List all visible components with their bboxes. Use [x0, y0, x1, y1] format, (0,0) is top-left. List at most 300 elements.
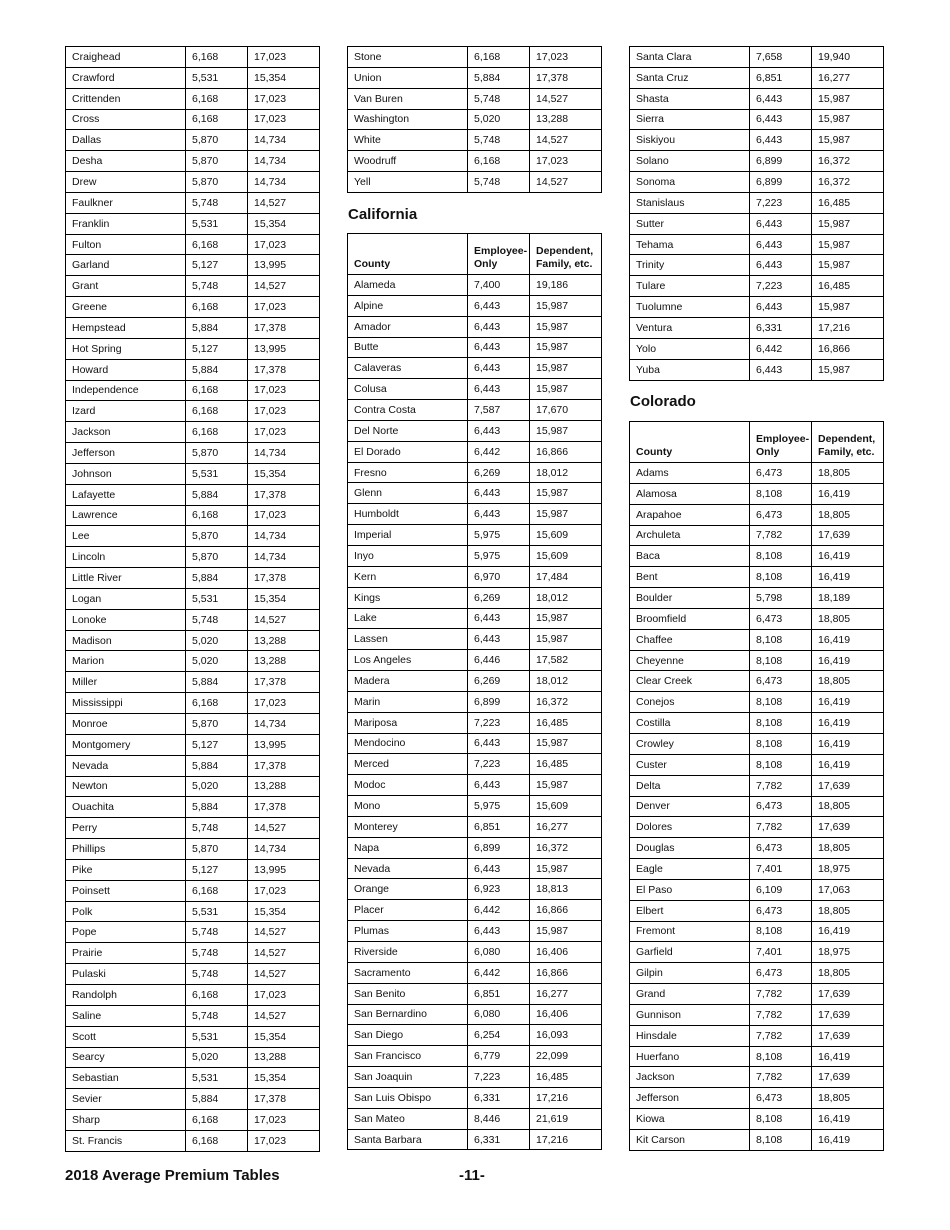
employee-only-cell: 6,168 — [186, 297, 248, 318]
header-county: County — [630, 422, 750, 463]
employee-only-cell: 8,108 — [750, 483, 812, 504]
county-cell: Perry — [66, 818, 186, 839]
table-row — [630, 838, 884, 859]
county-cell: Sierra — [630, 109, 750, 130]
employee-only-cell: 6,473 — [750, 671, 812, 692]
employee-only-cell: 5,884 — [186, 672, 248, 693]
table-row — [630, 463, 884, 484]
employee-only-cell: 8,108 — [750, 546, 812, 567]
dependent-cell: 16,485 — [530, 1067, 602, 1088]
dependent-cell: 17,023 — [248, 47, 320, 68]
county-cell: Fremont — [630, 921, 750, 942]
table-row — [348, 47, 602, 68]
employee-only-cell: 6,168 — [186, 1110, 248, 1131]
employee-only-cell: 5,870 — [186, 547, 248, 568]
dependent-cell: 15,987 — [530, 358, 602, 379]
employee-only-cell: 7,401 — [750, 859, 812, 880]
dependent-cell: 13,995 — [248, 859, 320, 880]
county-cell: Archuleta — [630, 525, 750, 546]
county-cell: Scott — [66, 1026, 186, 1047]
employee-only-cell: 8,108 — [750, 1130, 812, 1151]
dependent-cell: 17,639 — [812, 1067, 884, 1088]
table-row — [66, 755, 320, 776]
employee-only-cell: 6,443 — [468, 775, 530, 796]
employee-only-cell: 8,108 — [750, 567, 812, 588]
table-row — [630, 213, 884, 234]
county-cell: Sebastian — [66, 1068, 186, 1089]
county-cell: Union — [348, 67, 468, 88]
county-cell: San Bernardino — [348, 1004, 468, 1025]
employee-only-cell: 6,443 — [468, 420, 530, 441]
employee-only-cell: 5,798 — [750, 588, 812, 609]
county-cell: Pike — [66, 859, 186, 880]
employee-only-cell: 6,443 — [468, 379, 530, 400]
table-row — [630, 1109, 884, 1130]
dependent-cell: 14,527 — [248, 964, 320, 985]
county-cell: Clear Creek — [630, 671, 750, 692]
dependent-cell: 17,023 — [248, 984, 320, 1005]
table-row — [66, 443, 320, 464]
employee-only-cell: 6,473 — [750, 963, 812, 984]
table-row — [630, 963, 884, 984]
county-cell: Glenn — [348, 483, 468, 504]
table-row — [630, 754, 884, 775]
dependent-cell: 17,023 — [248, 693, 320, 714]
table-row — [630, 151, 884, 172]
dependent-cell: 17,670 — [530, 400, 602, 421]
employee-only-cell: 6,442 — [468, 962, 530, 983]
dependent-cell: 16,419 — [812, 713, 884, 734]
table-row — [630, 692, 884, 713]
table-row — [66, 609, 320, 630]
dependent-cell: 15,609 — [530, 525, 602, 546]
dependent-cell: 14,527 — [248, 276, 320, 297]
table-row — [348, 900, 602, 921]
employee-only-cell: 6,443 — [468, 295, 530, 316]
employee-only-cell: 6,446 — [468, 650, 530, 671]
table-row — [66, 651, 320, 672]
employee-only-cell: 5,975 — [468, 525, 530, 546]
table-row — [66, 526, 320, 547]
county-cell: Santa Cruz — [630, 67, 750, 88]
dependent-cell: 17,023 — [248, 109, 320, 130]
employee-only-cell: 5,884 — [186, 1089, 248, 1110]
dependent-cell: 13,288 — [248, 1047, 320, 1068]
county-cell: Prairie — [66, 943, 186, 964]
employee-only-cell: 5,748 — [186, 276, 248, 297]
employee-only-cell: 5,127 — [186, 734, 248, 755]
employee-only-cell: 8,108 — [750, 692, 812, 713]
dependent-cell: 18,805 — [812, 963, 884, 984]
dependent-cell: 15,987 — [530, 921, 602, 942]
county-cell: San Mateo — [348, 1108, 468, 1129]
dependent-cell: 17,639 — [812, 775, 884, 796]
employee-only-cell: 6,443 — [750, 130, 812, 151]
county-cell: Boulder — [630, 588, 750, 609]
table-row — [630, 192, 884, 213]
employee-only-cell: 8,108 — [750, 921, 812, 942]
county-cell: Eagle — [630, 859, 750, 880]
county-cell: Cross — [66, 109, 186, 130]
employee-only-cell: 6,443 — [750, 109, 812, 130]
dependent-cell: 16,406 — [530, 1004, 602, 1025]
county-cell: Lincoln — [66, 547, 186, 568]
employee-only-cell: 7,401 — [750, 942, 812, 963]
dependent-cell: 14,527 — [248, 192, 320, 213]
county-cell: Los Angeles — [348, 650, 468, 671]
employee-only-cell: 6,168 — [186, 380, 248, 401]
employee-only-cell: 8,446 — [468, 1108, 530, 1129]
table-row — [66, 1026, 320, 1047]
dependent-cell: 17,582 — [530, 650, 602, 671]
county-cell: Montgomery — [66, 734, 186, 755]
colorado-heading: Colorado — [630, 393, 696, 410]
county-cell: Hot Spring — [66, 338, 186, 359]
dependent-cell: 15,987 — [812, 359, 884, 380]
county-cell: Fulton — [66, 234, 186, 255]
table-row — [630, 338, 884, 359]
employee-only-cell: 6,442 — [468, 900, 530, 921]
table-row — [348, 483, 602, 504]
dependent-cell: 17,063 — [812, 879, 884, 900]
county-cell: Sonoma — [630, 172, 750, 193]
county-cell: Delta — [630, 775, 750, 796]
dependent-cell: 16,485 — [812, 276, 884, 297]
dependent-cell: 17,639 — [812, 1004, 884, 1025]
employee-only-cell: 6,168 — [468, 151, 530, 172]
dependent-cell: 13,995 — [248, 734, 320, 755]
county-cell: Chaffee — [630, 629, 750, 650]
employee-only-cell: 6,443 — [468, 629, 530, 650]
county-cell: Tulare — [630, 276, 750, 297]
employee-only-cell: 5,884 — [186, 755, 248, 776]
table-row — [66, 1089, 320, 1110]
table-row — [348, 775, 602, 796]
colorado-header-row — [630, 422, 884, 463]
table-row — [630, 130, 884, 151]
table-row — [630, 921, 884, 942]
table-row — [348, 816, 602, 837]
dependent-cell: 14,527 — [530, 130, 602, 151]
county-cell: Custer — [630, 754, 750, 775]
county-cell: Marin — [348, 691, 468, 712]
employee-only-cell: 5,748 — [186, 964, 248, 985]
employee-only-cell: 5,748 — [468, 172, 530, 193]
county-cell: Alameda — [348, 275, 468, 296]
table-row — [630, 47, 884, 68]
employee-only-cell: 5,870 — [186, 839, 248, 860]
table-row — [348, 1004, 602, 1025]
table-row — [66, 88, 320, 109]
table-row — [348, 962, 602, 983]
table-row — [66, 213, 320, 234]
dependent-cell: 15,987 — [530, 608, 602, 629]
table-row — [348, 525, 602, 546]
table-row — [630, 1130, 884, 1151]
dependent-cell: 17,023 — [248, 234, 320, 255]
county-cell: Greene — [66, 297, 186, 318]
table-row — [348, 754, 602, 775]
dependent-cell: 16,866 — [530, 441, 602, 462]
county-cell: Jackson — [66, 422, 186, 443]
employee-only-cell: 6,899 — [468, 837, 530, 858]
county-cell: Yell — [348, 172, 468, 193]
dependent-cell: 15,354 — [248, 67, 320, 88]
header-employee-only: Employee-Only — [468, 234, 530, 275]
county-cell: Grant — [66, 276, 186, 297]
dependent-cell: 22,099 — [530, 1046, 602, 1067]
employee-only-cell: 6,473 — [750, 1088, 812, 1109]
dependent-cell: 17,378 — [248, 317, 320, 338]
county-cell: Monroe — [66, 714, 186, 735]
dependent-cell: 18,805 — [812, 671, 884, 692]
employee-only-cell: 6,269 — [468, 671, 530, 692]
dependent-cell: 17,639 — [812, 817, 884, 838]
table-row — [630, 67, 884, 88]
employee-only-cell: 6,443 — [750, 234, 812, 255]
employee-only-cell: 6,443 — [750, 255, 812, 276]
employee-only-cell: 7,223 — [468, 754, 530, 775]
county-cell: Miller — [66, 672, 186, 693]
county-cell: Madison — [66, 630, 186, 651]
table-row — [630, 859, 884, 880]
dependent-cell: 15,987 — [530, 775, 602, 796]
dependent-cell: 15,354 — [248, 463, 320, 484]
dependent-cell: 14,527 — [530, 88, 602, 109]
dependent-cell: 13,995 — [248, 338, 320, 359]
county-cell: Napa — [348, 837, 468, 858]
dependent-cell: 14,527 — [248, 609, 320, 630]
dependent-cell: 13,288 — [530, 109, 602, 130]
dependent-cell: 14,734 — [248, 172, 320, 193]
employee-only-cell: 5,870 — [186, 172, 248, 193]
dependent-cell: 15,987 — [812, 88, 884, 109]
dependent-cell: 15,609 — [530, 796, 602, 817]
table-row — [630, 276, 884, 297]
county-cell: Modoc — [348, 775, 468, 796]
employee-only-cell: 5,127 — [186, 338, 248, 359]
table-row — [66, 672, 320, 693]
table-row — [348, 462, 602, 483]
county-cell: Franklin — [66, 213, 186, 234]
county-cell: Broomfield — [630, 608, 750, 629]
county-cell: Adams — [630, 463, 750, 484]
table-row — [66, 922, 320, 943]
employee-only-cell: 6,168 — [186, 505, 248, 526]
header-dependent: Dependent, Family, etc. — [812, 422, 884, 463]
county-cell: Grand — [630, 984, 750, 1005]
dependent-cell: 15,987 — [530, 629, 602, 650]
header-employee-only: Employee-Only — [750, 422, 812, 463]
county-cell: White — [348, 130, 468, 151]
employee-only-cell: 8,108 — [750, 713, 812, 734]
employee-only-cell: 6,923 — [468, 879, 530, 900]
employee-only-cell: 6,331 — [468, 1129, 530, 1150]
county-cell: Pope — [66, 922, 186, 943]
county-cell: Orange — [348, 879, 468, 900]
dependent-cell: 17,216 — [812, 317, 884, 338]
county-cell: Placer — [348, 900, 468, 921]
employee-only-cell: 5,884 — [468, 67, 530, 88]
middle-column — [347, 46, 602, 193]
employee-only-cell: 5,531 — [186, 67, 248, 88]
table-row — [348, 566, 602, 587]
dependent-cell: 18,012 — [530, 462, 602, 483]
employee-only-cell: 8,108 — [750, 1046, 812, 1067]
county-cell: St. Francis — [66, 1130, 186, 1151]
table-row — [348, 1046, 602, 1067]
table-row — [630, 567, 884, 588]
county-cell: Denver — [630, 796, 750, 817]
dependent-cell: 17,216 — [530, 1087, 602, 1108]
dependent-cell: 14,527 — [248, 818, 320, 839]
employee-only-cell: 5,748 — [186, 922, 248, 943]
county-cell: Gilpin — [630, 963, 750, 984]
table-row — [348, 1087, 602, 1108]
county-cell: Imperial — [348, 525, 468, 546]
county-cell: Solano — [630, 151, 750, 172]
employee-only-cell: 6,443 — [750, 359, 812, 380]
dependent-cell: 15,987 — [530, 483, 602, 504]
table-row — [66, 630, 320, 651]
employee-only-cell: 5,884 — [186, 797, 248, 818]
county-cell: San Francisco — [348, 1046, 468, 1067]
california-table — [347, 233, 602, 1150]
table-row — [66, 1005, 320, 1026]
dependent-cell: 18,805 — [812, 900, 884, 921]
employee-only-cell: 6,168 — [186, 693, 248, 714]
dependent-cell: 18,805 — [812, 796, 884, 817]
dependent-cell: 15,354 — [248, 213, 320, 234]
employee-only-cell: 6,109 — [750, 879, 812, 900]
table-row — [66, 943, 320, 964]
table-row — [348, 629, 602, 650]
dependent-cell: 17,023 — [248, 1110, 320, 1131]
table-row — [66, 859, 320, 880]
dependent-cell: 18,189 — [812, 588, 884, 609]
county-cell: Cheyenne — [630, 650, 750, 671]
dependent-cell: 17,639 — [812, 984, 884, 1005]
dependent-cell: 17,023 — [248, 505, 320, 526]
dependent-cell: 17,216 — [530, 1129, 602, 1150]
employee-only-cell: 7,782 — [750, 984, 812, 1005]
county-cell: Lonoke — [66, 609, 186, 630]
footer-title: 2018 Average Premium Tables — [65, 1167, 280, 1184]
employee-only-cell: 7,782 — [750, 817, 812, 838]
table-row — [630, 796, 884, 817]
arkansas-column — [65, 46, 320, 1152]
table-row — [348, 1129, 602, 1150]
county-cell: Jefferson — [66, 443, 186, 464]
table-row — [66, 463, 320, 484]
dependent-cell: 13,995 — [248, 255, 320, 276]
employee-only-cell: 6,473 — [750, 608, 812, 629]
table-row — [348, 109, 602, 130]
county-cell: Craighead — [66, 47, 186, 68]
county-cell: Woodruff — [348, 151, 468, 172]
dependent-cell: 18,805 — [812, 1088, 884, 1109]
county-cell: Riverside — [348, 942, 468, 963]
dependent-cell: 16,093 — [530, 1025, 602, 1046]
table-row — [66, 401, 320, 422]
employee-only-cell: 6,851 — [468, 816, 530, 837]
dependent-cell: 15,987 — [812, 130, 884, 151]
county-cell: Sacramento — [348, 962, 468, 983]
employee-only-cell: 5,748 — [186, 609, 248, 630]
employee-only-cell: 6,443 — [468, 358, 530, 379]
employee-only-cell: 6,443 — [750, 213, 812, 234]
employee-only-cell: 8,108 — [750, 754, 812, 775]
table-row — [630, 942, 884, 963]
county-cell: Independence — [66, 380, 186, 401]
table-row — [348, 1025, 602, 1046]
employee-only-cell: 8,108 — [750, 733, 812, 754]
dependent-cell: 14,527 — [248, 1005, 320, 1026]
county-cell: Baca — [630, 546, 750, 567]
employee-only-cell: 7,658 — [750, 47, 812, 68]
employee-only-cell: 6,443 — [468, 733, 530, 754]
table-row — [348, 1067, 602, 1088]
employee-only-cell: 5,975 — [468, 796, 530, 817]
dependent-cell: 15,987 — [812, 213, 884, 234]
dependent-cell: 13,288 — [248, 630, 320, 651]
dependent-cell: 17,378 — [530, 67, 602, 88]
table-row — [348, 88, 602, 109]
table-row — [66, 547, 320, 568]
table-row — [630, 1004, 884, 1025]
employee-only-cell: 5,748 — [186, 943, 248, 964]
county-cell: Crawford — [66, 67, 186, 88]
dependent-cell: 16,419 — [812, 650, 884, 671]
table-row — [348, 983, 602, 1004]
dependent-cell: 15,354 — [248, 901, 320, 922]
dependent-cell: 16,277 — [530, 816, 602, 837]
employee-only-cell: 5,870 — [186, 526, 248, 547]
county-cell: Humboldt — [348, 504, 468, 525]
table-row — [66, 588, 320, 609]
county-cell: Saline — [66, 1005, 186, 1026]
county-cell: El Paso — [630, 879, 750, 900]
county-cell: Newton — [66, 776, 186, 797]
table-row — [630, 234, 884, 255]
county-cell: Desha — [66, 151, 186, 172]
table-row — [348, 400, 602, 421]
county-cell: Trinity — [630, 255, 750, 276]
county-cell: Costilla — [630, 713, 750, 734]
dependent-cell: 15,987 — [812, 297, 884, 318]
employee-only-cell: 5,870 — [186, 443, 248, 464]
employee-only-cell: 6,331 — [468, 1087, 530, 1108]
table-row — [630, 255, 884, 276]
dependent-cell: 16,372 — [530, 837, 602, 858]
table-row — [348, 275, 602, 296]
dependent-cell: 16,372 — [812, 151, 884, 172]
employee-only-cell: 7,782 — [750, 1004, 812, 1025]
employee-only-cell: 6,443 — [468, 921, 530, 942]
employee-only-cell: 6,899 — [468, 691, 530, 712]
employee-only-cell: 5,748 — [186, 818, 248, 839]
county-cell: Van Buren — [348, 88, 468, 109]
employee-only-cell: 5,127 — [186, 255, 248, 276]
employee-only-cell: 6,443 — [468, 316, 530, 337]
table-row — [66, 714, 320, 735]
county-cell: Butte — [348, 337, 468, 358]
dependent-cell: 17,023 — [248, 380, 320, 401]
dependent-cell: 16,866 — [812, 338, 884, 359]
county-cell: Contra Costa — [348, 400, 468, 421]
california-header-row — [348, 234, 602, 275]
employee-only-cell: 6,899 — [750, 151, 812, 172]
